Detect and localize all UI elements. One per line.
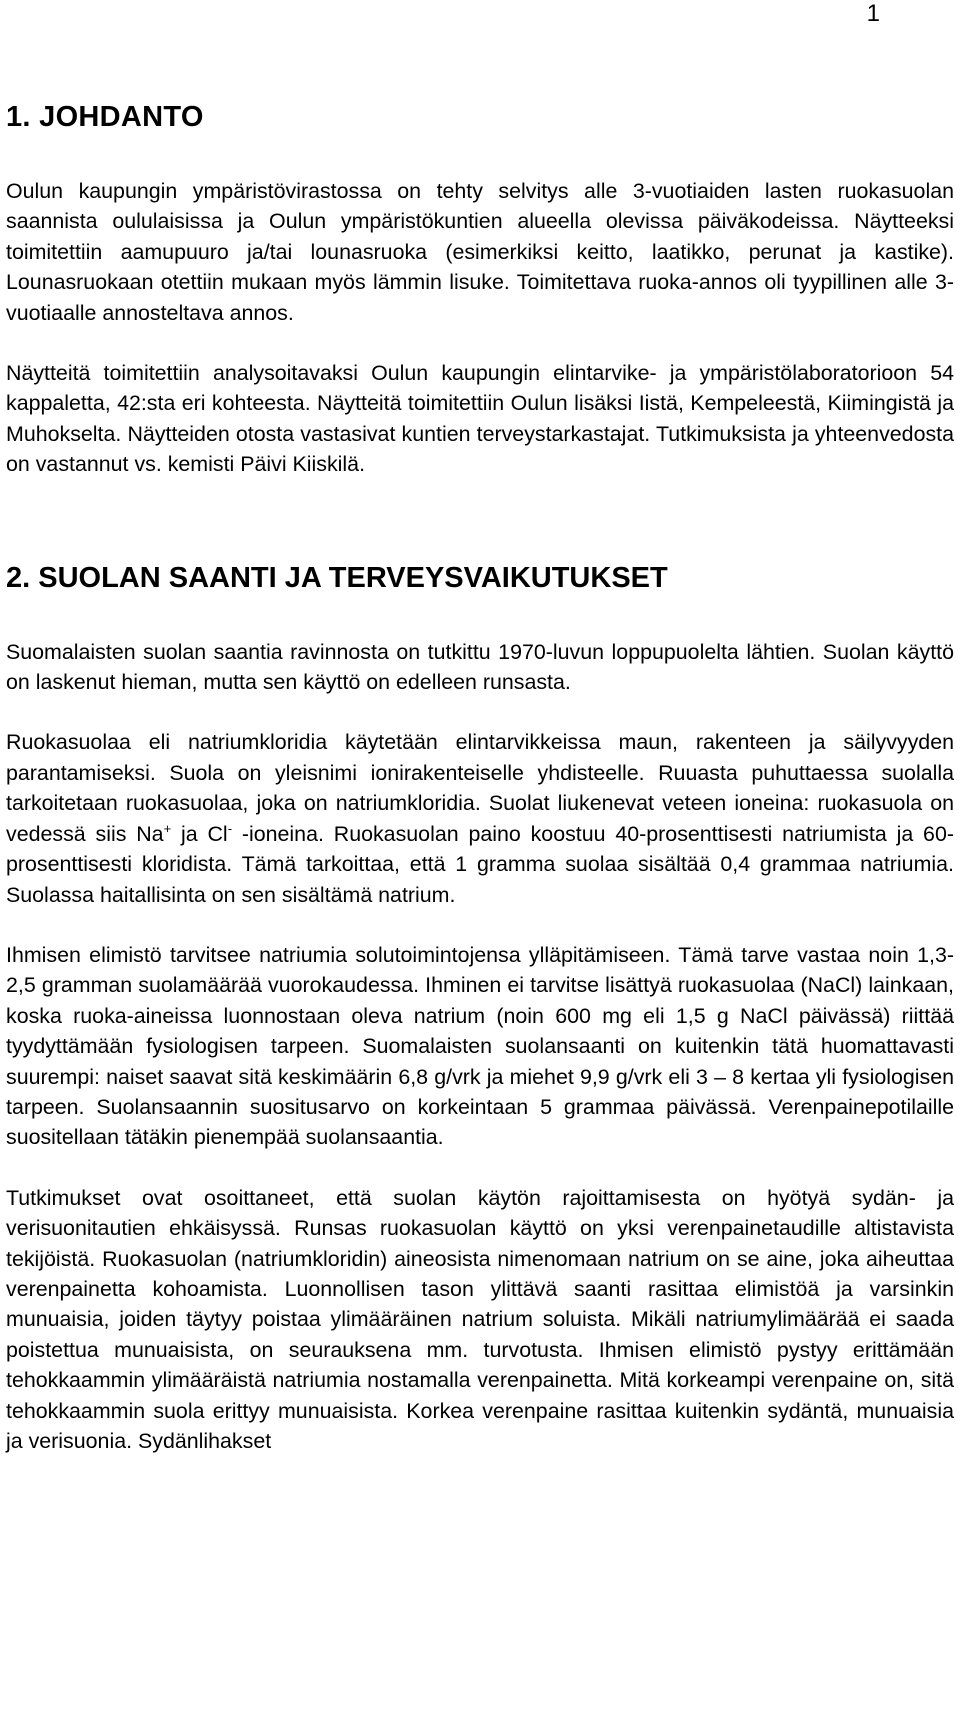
text-run: Ruokasuolaa eli natriumkloridia käytetään elintarvikkeissa maun, rakenteen ja säilyvyyden parantamiseksi. Suola on yleisnimi ionirakenteiselle yhdisteelle. Ruuasta puhuttaessa suolalla tarkoitetaan ruokasuolaa, joka on natriumkloridia. Suolat liukenevat veteen ioneina: ruokasuola on vedessä siis Na: [6, 730, 954, 846]
text-run: ja Cl: [171, 821, 228, 846]
superscript-charge: -: [227, 820, 233, 836]
page-number: 1: [866, 0, 880, 27]
paragraph: Näytteitä toimitettiin analysoitavaksi Oulun kaupungin elintarvike- ja ympäristölaboratorioon 54 kappaletta, 42:sta eri kohteesta. Näytteitä toimitettiin Oulun lisäksi Iistä, Kempeleestä, Kiimingistä ja Muhokselta. Näytteiden otosta vastasivat kuntien terveystarkastajat. Tutkimuksista ja yhteenvedosta on vastannut vs. kemisti Päivi Kiiskilä.: [6, 361, 954, 477]
document-body: [6, 100, 954, 1486]
section-heading-johdanto: 1. JOHDANTO: [6, 101, 204, 133]
superscript-charge: +: [163, 820, 172, 836]
paragraph: Suomalaisten suolan saantia ravinnosta on tutkittu 1970-luvun loppupuolelta lähtien. Suolan käyttö on laskenut hieman, mutta sen käyttö on edelleen runsasta.: [6, 639, 954, 695]
section-heading-suolan-saanti: 2. SUOLAN SAANTI JA TERVEYSVAIKUTUKSET: [6, 561, 668, 594]
paragraph: Tutkimukset ovat osoittaneet, että suolan käytön rajoittamisesta on hyötyä sydän- ja verisuonitautien ehkäisyssä. Runsas ruokasuolan käyttö on yksi verenpainetaudille altistavista tekijöistä. Ruokasuolan (natriumkloridin) aineosista nimenomaan natrium on se aine, joka aiheuttaa verenpainetta kohoamista. Luonnollisen tason ylittävä saanti rasittaa elimistöä ja varsinkin munuaisia, joiden täytyy poistaa ylimääräinen natrium soluista. Mikäli natriumylimäärää ei saada poistettua munuaisista, on seurauksena mm. turvotusta. Ihmisen elimistö pystyy erittämään tehokkaammin ylimääräistä natriumia nostamalla verenpainetta. Mitä korkeampi verenpaine on, sitä tehokkaammin suola erittyy munuaisista. Korkea verenpaine rasittaa kuitenkin sydäntä, munuaisia ja verisuonia. Sydänlihakset: [6, 1185, 954, 1453]
text-run: -ioneina. Ruokasuolan paino koostuu 40-prosenttisesti natriumista ja 60-prosenttisesti kloridista. Tämä tarkoittaa, että 1 gramma suolaa sisältää 0,4 grammaa natriumia. Suolassa haitallisinta on sen sisältämä natrium.: [6, 821, 954, 907]
paragraph: Ihmisen elimistö tarvitsee natriumia solutoimintojensa ylläpitämiseen. Tämä tarve vastaa noin 1,3-2,5 gramman suolamäärää vuorokaudessa. Ihminen ei tarvitse lisättyä ruokasuolaa (NaCl) lainkaan, koska ruoka-aineissa luonnostaan oleva natrium (noin 600 mg eli 1,5 g NaCl päivässä) riittää tyydyttämään fysiologisen tarpeen. Suomalaisten suolansaanti on kuitenkin tätä huomattavasti suurempi: naiset saavat sitä keskimäärin 6,8 g/vrk ja miehet 9,9 g/vrk eli 3 – 8 kertaa yli fysiologisen tarpeen. Suolansaannin suositusarvo on korkeintaan 5 grammaa päivässä. Verenpainepotilaille suositellaan tätäkin pienempää suolansaantia.: [6, 942, 954, 1150]
paragraph: Oulun kaupungin ympäristövirastossa on tehty selvitys alle 3-vuotiaiden lasten ruokasuolan saannista oululaisissa ja Oulun ympäristökuntien alueella olevissa päiväkodeissa. Näytteeksi toimitettiin aamupuuro ja/tai lounasruoka (esimerkiksi keitto, laatikko, perunat ja kastike). Lounasruokaan otettiin mukaan myös lämmin lisuke. Toimitettava ruoka-annos oli tyypillinen alle 3-vuotiaalle annosteltava annos.: [6, 179, 954, 325]
paragraph-ions: [6, 727, 954, 909]
